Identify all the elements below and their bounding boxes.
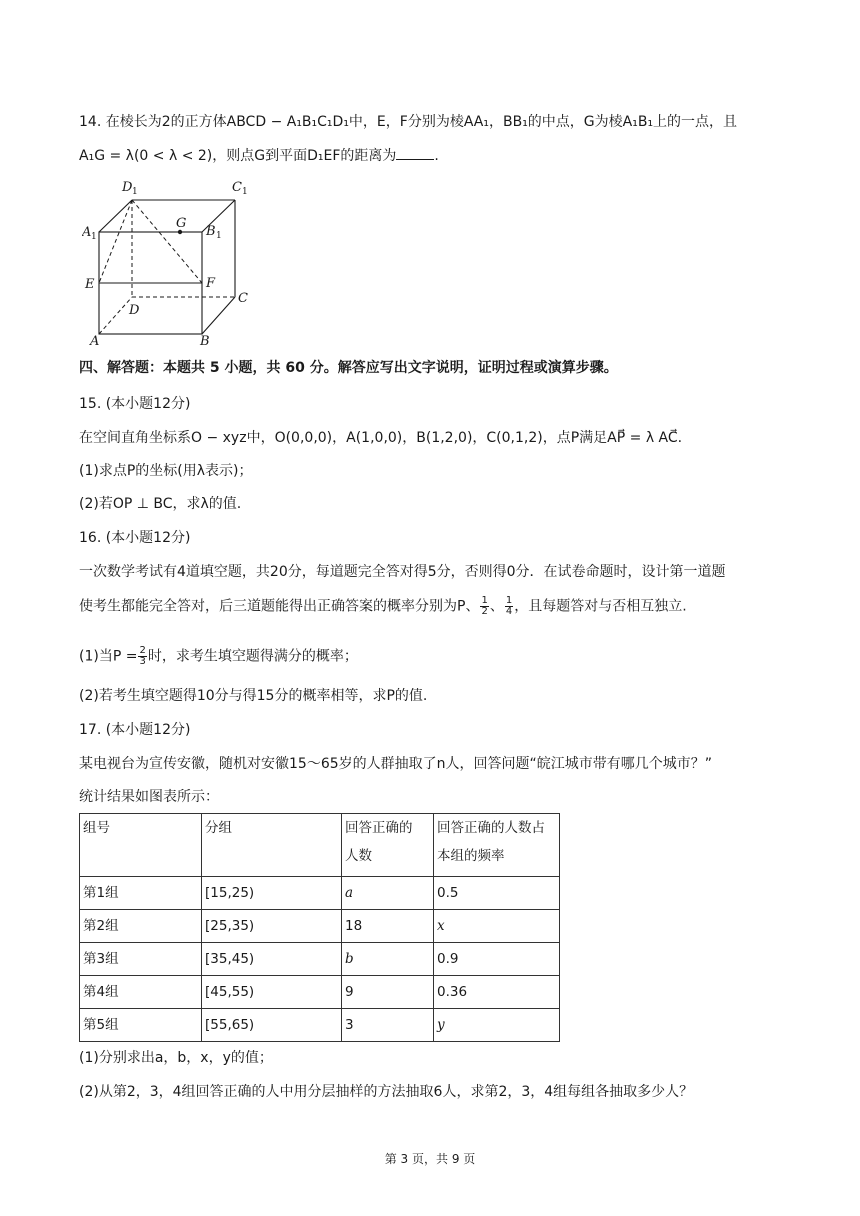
q16-title: 16. (本小题12分)	[79, 530, 191, 546]
label-c: C	[238, 291, 248, 306]
q15-part2: (2)若OP ⊥ BC，求λ的值.	[79, 496, 242, 512]
table-row	[80, 1009, 560, 1042]
fraction-quarter: $\frac{1}{4}$	[505, 595, 513, 617]
label-g: G	[176, 216, 187, 231]
q15-line1: 在空间直角坐标系O − xyz中，O(0,0,0)，A(1,0,0)，B(1,2,0)，C(0,1,2)，点P满足AP⃗ = λ AC⃗.	[79, 430, 683, 446]
table-row	[80, 910, 560, 943]
q16-line2: 使考生都能完全答对，后三道题能得出正确答案的概率分别为P、 $\frac{1}{2}$ 、 $\frac{1}{4}$ ，且每题答对与否相互独立.	[79, 595, 687, 617]
table-cell: 0.36	[434, 976, 560, 1009]
table-header-cell: 回答正确的人数占 本组的频率	[434, 814, 560, 877]
svg-text:1: 1	[216, 231, 222, 241]
svg-text:1: 1	[132, 187, 138, 197]
table-header-cell: 组号	[80, 814, 202, 877]
table-cell: b	[342, 943, 434, 976]
q14-line2: A₁G = λ(0 < λ < 2)，则点G到平面D₁EF的距离为 .	[79, 145, 439, 166]
table-row	[80, 976, 560, 1009]
table-cell: 3	[342, 1009, 434, 1042]
table-cell: 第3组	[80, 943, 202, 976]
table-cell: 0.5	[434, 877, 560, 910]
label-d: D	[129, 303, 140, 318]
fraction-two-thirds: $\frac{2}{3}$	[139, 645, 146, 667]
table-cell: 第2组	[80, 910, 202, 943]
q15-title: 15. (本小题12分)	[79, 396, 191, 412]
table-cell: 第5组	[80, 1009, 202, 1042]
label-e: E	[85, 277, 95, 292]
section-heading: 四、解答题：本题共 5 小题，共 60 分。解答应写出文字说明，证明过程或演算步骤。	[79, 360, 618, 376]
statistics-table	[79, 813, 560, 1042]
table-row	[80, 877, 560, 910]
q17-part1: (1)分别求出a，b，x，y的值；	[79, 1050, 273, 1066]
q17-title: 17. (本小题12分)	[79, 722, 191, 738]
label-c1: C	[232, 180, 242, 195]
q14-line1: 14. 在棱长为2的正方体ABCD − A₁B₁C₁D₁中，E，F分别为棱AA₁，BB₁的中点，G为棱A₁B₁上的一点，且	[79, 114, 738, 130]
table-header-row	[80, 814, 560, 877]
table-cell: 第4组	[80, 976, 202, 1009]
label-f: F	[206, 276, 216, 291]
table-header-cell: 回答正确的 人数	[342, 814, 434, 877]
page-footer: 第 3 页，共 9 页	[384, 1152, 476, 1166]
table-cell: x	[434, 910, 560, 943]
table-cell: [35,45)	[202, 943, 342, 976]
q16-part1: (1)当P = $\frac{2}{3}$ 时，求考生填空题得满分的概率；	[79, 645, 358, 667]
q16-part2: (2)若考生填空题得10分与得15分的概率相等，求P的值.	[79, 688, 428, 704]
label-d1: D	[122, 180, 133, 195]
q17-line2: 统计结果如图表所示：	[79, 789, 219, 805]
table-cell: 第1组	[80, 877, 202, 910]
q17-part2: (2)从第2，3，4组回答正确的人中用分层抽样的方法抽取6人，求第2，3，4组每组各抽取多少人？	[79, 1084, 694, 1100]
label-b: B	[200, 334, 210, 348]
table-row	[80, 943, 560, 976]
table-cell: [25,35)	[202, 910, 342, 943]
table-cell: [45,55)	[202, 976, 342, 1009]
cube-figure	[82, 173, 257, 352]
answer-blank[interactable]	[396, 145, 434, 160]
table-cell: 9	[342, 976, 434, 1009]
q16-line1: 一次数学考试有4道填空题，共20分，每道题完全答对得5分，否则得0分．在试卷命题时，设计第一道题	[79, 564, 726, 580]
table-cell: [15,25)	[202, 877, 342, 910]
fraction-half: $\frac{1}{2}$	[481, 595, 488, 617]
table-cell: 18	[342, 910, 434, 943]
svg-text:1: 1	[242, 187, 248, 197]
table-cell: a	[342, 877, 434, 910]
table-cell: 0.9	[434, 943, 560, 976]
table-header-cell: 分组	[202, 814, 342, 877]
q17-line1: 某电视台为宣传安徽，随机对安徽15～65岁的人群抽取了n人，回答问题“皖江城市带有哪几个城市？”	[79, 756, 713, 772]
table-cell: [55,65)	[202, 1009, 342, 1042]
svg-text:1: 1	[91, 232, 97, 242]
table-cell: y	[434, 1009, 560, 1042]
label-a: A	[90, 334, 100, 348]
label-a1: A	[82, 225, 92, 240]
label-b1: B	[206, 224, 216, 239]
q15-part1: (1)求点P的坐标(用λ表示)；	[79, 463, 253, 479]
